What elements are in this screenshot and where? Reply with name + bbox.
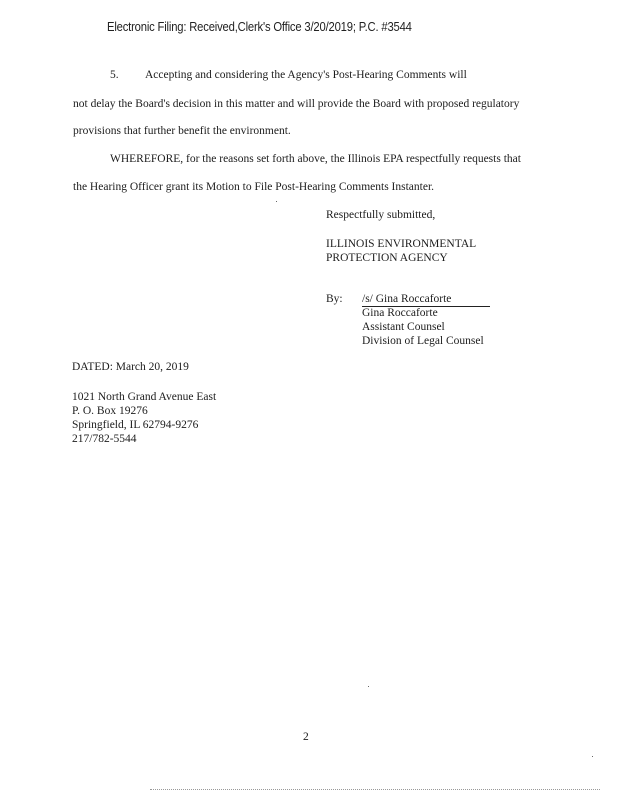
agency-name-line-1: ILLINOIS ENVIRONMENTAL (326, 238, 477, 250)
address-street: 1021 North Grand Avenue East (72, 391, 217, 403)
signer-division: Division of Legal Counsel (362, 335, 484, 347)
scan-artifact-line (150, 789, 600, 792)
closing-text: Respectfully submitted, (326, 209, 436, 221)
filing-stamp-header: Electronic Filing: Received,Clerk's Office 3/20/2019; P.C. #3544 (107, 20, 412, 34)
signer-name: Gina Roccaforte (362, 307, 438, 319)
dated-line: DATED: March 20, 2019 (72, 361, 189, 373)
address-po-box: P. O. Box 19276 (72, 405, 148, 417)
page-number: 2 (303, 731, 309, 743)
signer-title: Assistant Counsel (362, 321, 445, 333)
paragraph-5-line-1: Accepting and considering the Agency's Post-Hearing Comments will (145, 69, 467, 81)
agency-name-line-2: PROTECTION AGENCY (326, 252, 448, 264)
wherefore-line-1: WHEREFORE, for the reasons set forth above, the Illinois EPA respectfully requests that (110, 153, 521, 165)
by-label: By: (326, 293, 343, 305)
paragraph-5-line-3: provisions that further benefit the environment. (73, 125, 291, 137)
address-phone: 217/782-5544 (72, 433, 137, 445)
paragraph-5-line-2: not delay the Board's decision in this matter and will provide the Board with proposed regulatory (73, 98, 520, 110)
scan-speck (592, 756, 593, 757)
address-city: Springfield, IL 62794-9276 (72, 419, 199, 431)
electronic-signature: /s/ Gina Roccaforte (362, 293, 490, 307)
paragraph-number: 5. (110, 69, 119, 81)
scan-speck (368, 686, 369, 687)
scan-speck (276, 201, 277, 202)
address-block (72, 390, 216, 446)
wherefore-line-2: the Hearing Officer grant its Motion to File Post-Hearing Comments Instanter. (73, 181, 435, 193)
